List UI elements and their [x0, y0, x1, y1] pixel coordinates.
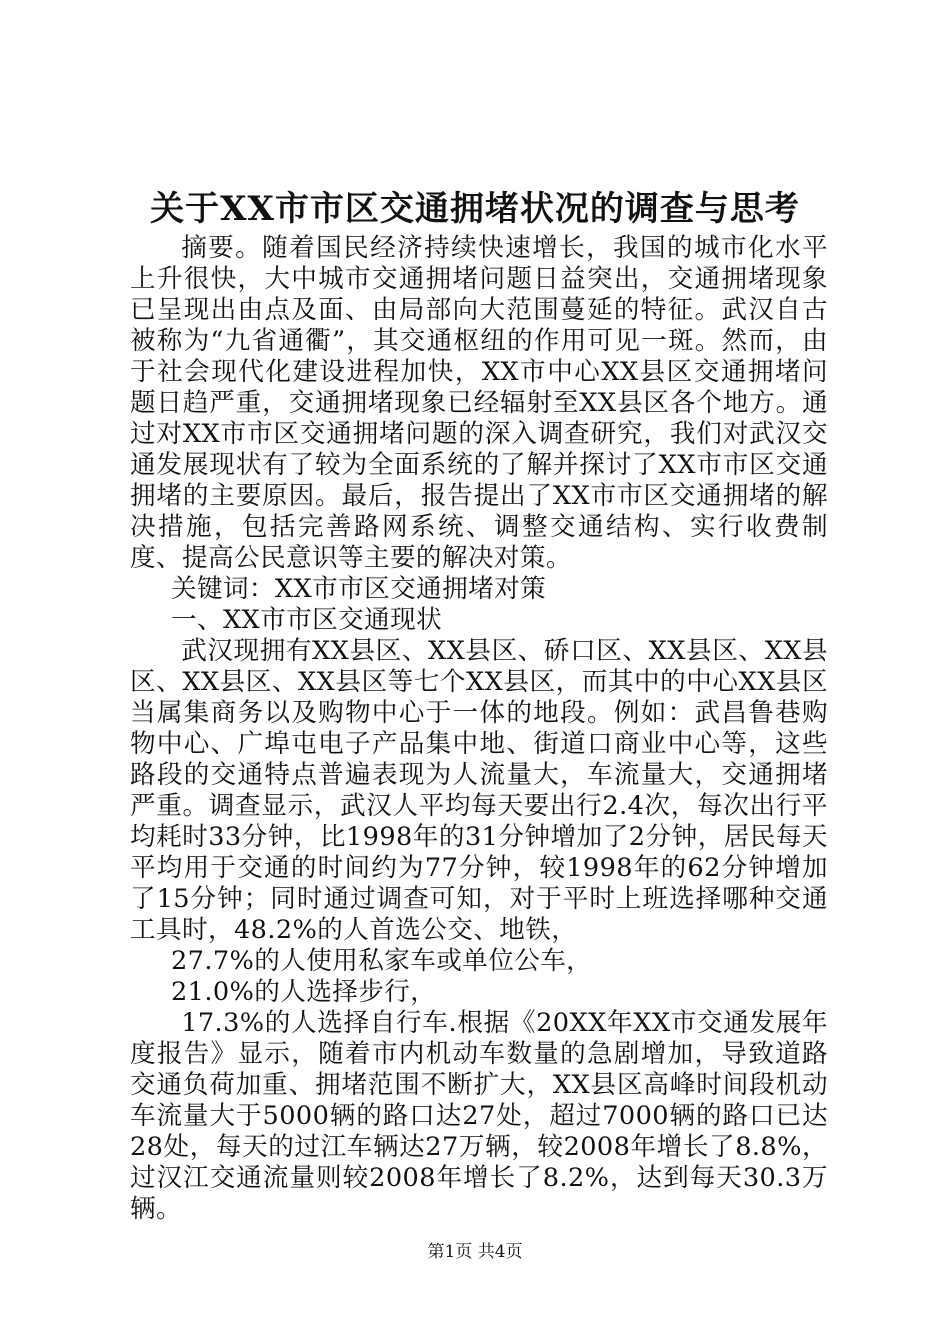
body-paragraph: 21.0%的人选择步行， — [170, 977, 437, 1007]
body-paragraph: 武汉现拥有XX县区、XX县区、硚口区、XX县区、XX县区、XX县区、XX县区等七个XX县区，而其中的中心XX县区当属集商务以及购物中心于一体的地段。例如：武昌鲁巷购物中心、广埠屯电子产品集中地、街道口商业中心等，这些路段的交通特点普遍表现为人流量大，车流量大，交通拥堵严重。调查显示，武汉人平均每天要出行2.4次，每次出行平均耗时33分钟，比1998年的31分钟增加了2分钟，居民每天平均用于交通的时间约为77分钟，较1998年的62分钟增加了15分钟；同时通过调查可知，对于平时上班选择哪种交通工具时，48.2%的人首选公交、地铁， — [130, 636, 828, 945]
page-footer: 第1页 共4页 — [427, 1242, 523, 1262]
document-title: 关于XX市市区交通拥堵状况的调查与思考 — [150, 189, 800, 229]
document-body — [130, 233, 828, 1225]
keywords-paragraph: 关键词：XX市市区交通拥堵对策 — [170, 574, 547, 604]
abstract-paragraph: 摘要。随着国民经济持续快速增长，我国的城市化水平上升很快，大中城市交通拥堵问题日益突出，交通拥堵现象已呈现出由点及面、由局部向大范围蔓延的特征。武汉自古被称为“九省通衢”，其交通枢纽的作用可见一斑。然而，由于社会现代化建设进程加快，XX市中心XX县区交通拥堵问题日趋严重，交通拥堵现象已经辐射至XX县区各个地方。通过对XX市市区交通拥堵问题的深入调查研究，我们对武汉交通发展现状有了较为全面系统的了解并探讨了XX市市区交通拥堵的主要原因。最后，报告提出了XX市市区交通拥堵的解决措施，包括完善路网系统、调整交通结构、实行收费制度、提高公民意识等主要的解决对策。 — [130, 233, 828, 573]
body-paragraph: 17.3%的人选择自行车.根据《20XX年XX市交通发展年度报告》显示，随着市内机动车数量的急剧增加，导致道路交通负荷加重、拥堵范围不断扩大，XX县区高峰时间段机动车流量大于5000辆的路口达27处，超过7000辆的路口已达28处，每天的过江车辆达27万辆，较2008年增长了8.8%，过汉江交通流量则较2008年增长了8.2%，达到每天30.3万辆。 — [130, 1008, 828, 1224]
section-heading: 一、XX市市区交通现状 — [170, 605, 443, 635]
body-paragraph: 27.7%的人使用私家车或单位公车， — [170, 946, 593, 976]
